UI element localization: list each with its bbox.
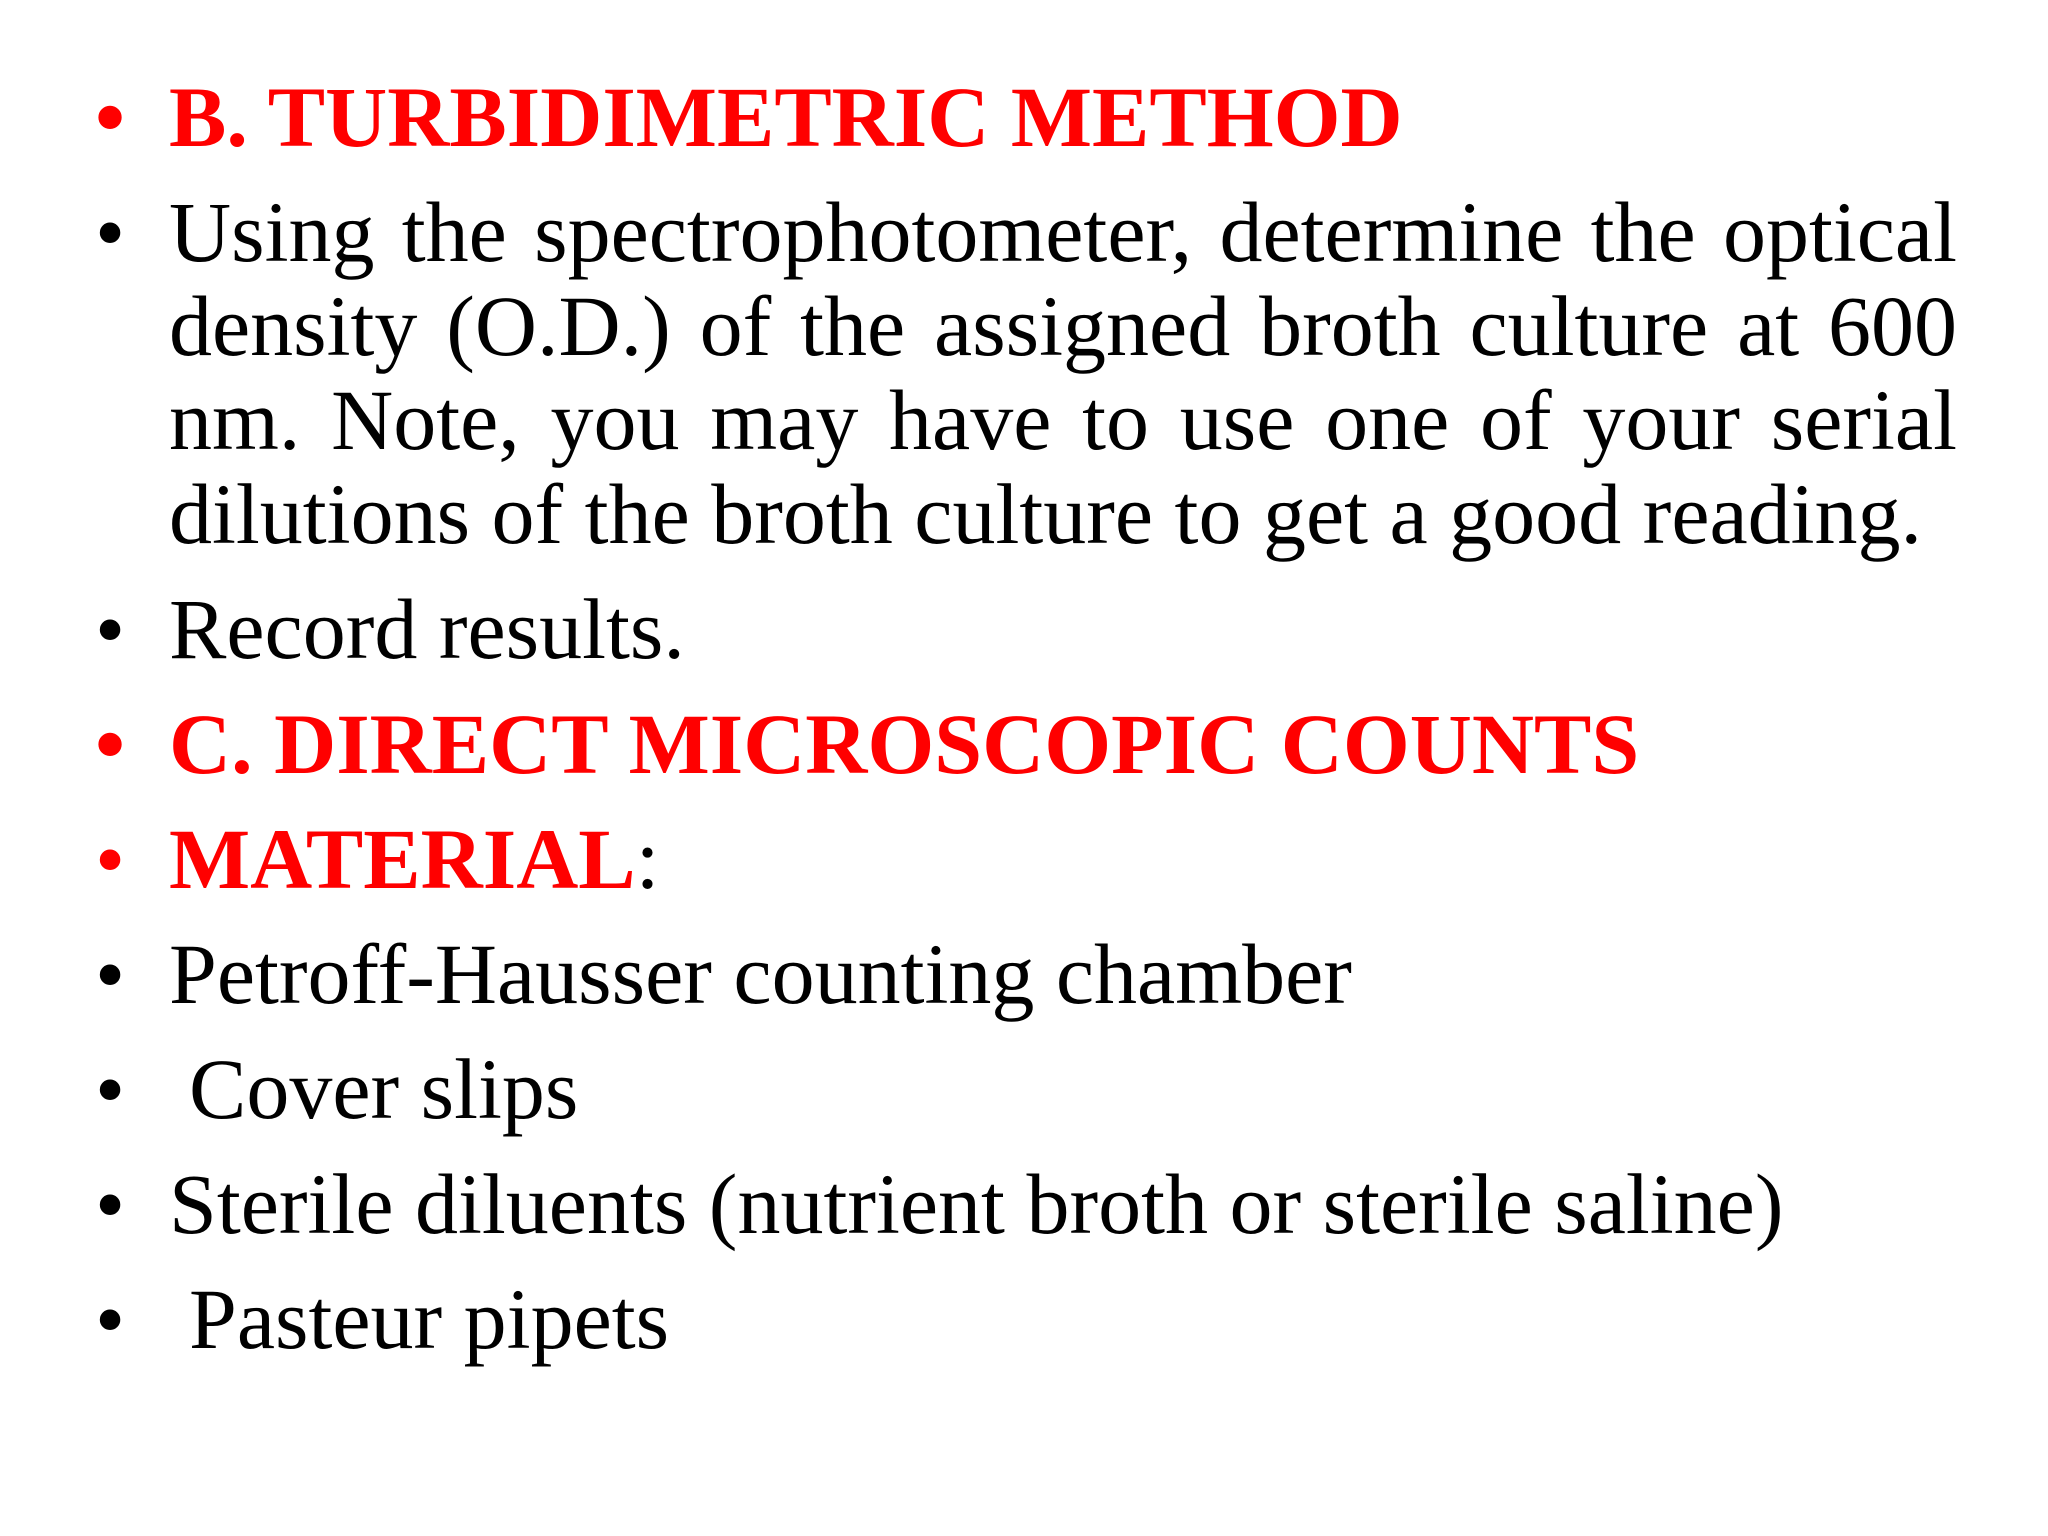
item-text: Record results. [169, 581, 685, 677]
item-text: Cover slips [189, 1041, 579, 1137]
section-heading-turbidimetric [95, 70, 1957, 164]
bullet-icon: • [95, 1156, 126, 1252]
bullet-icon: • [95, 69, 126, 165]
section-heading-direct-counts [95, 697, 1957, 791]
section-heading-material [95, 812, 1957, 906]
bullet-icon: • [95, 581, 126, 677]
bullet-icon: • [95, 696, 126, 792]
item-text: Petroff-Hausser counting chamber [169, 926, 1352, 1022]
list-item-counting-chamber [95, 927, 1957, 1021]
bullet-icon: • [95, 811, 126, 907]
item-text: B. TURBIDIMETRIC METHOD [169, 69, 1403, 165]
list-item-record-results [95, 582, 1957, 676]
material-colon: : [635, 811, 660, 907]
list-item-cover-slips [95, 1042, 1957, 1136]
bullet-list [95, 70, 1957, 1387]
list-item-pasteur-pipets [95, 1272, 1957, 1366]
bullet-icon: • [95, 1271, 126, 1367]
item-text: Using the spectrophotometer, determine the optical density (O.D.) of the assigned broth culture at 600 nm. Note, you may have to use one of your serial dilutions of the broth culture to get a good reading. [169, 184, 1957, 562]
item-text: Sterile diluents (nutrient broth or sterile saline) [169, 1156, 1784, 1252]
bullet-icon: • [95, 184, 126, 280]
bullet-icon: • [95, 1041, 126, 1137]
bullet-icon: • [95, 926, 126, 1022]
instruction-paragraph [95, 185, 1957, 561]
item-text: C. DIRECT MICROSCOPIC COUNTS [169, 696, 1640, 792]
list-item-sterile-diluents [95, 1157, 1957, 1251]
item-text: Pasteur pipets [189, 1271, 670, 1367]
material-label: MATERIAL [169, 811, 636, 907]
